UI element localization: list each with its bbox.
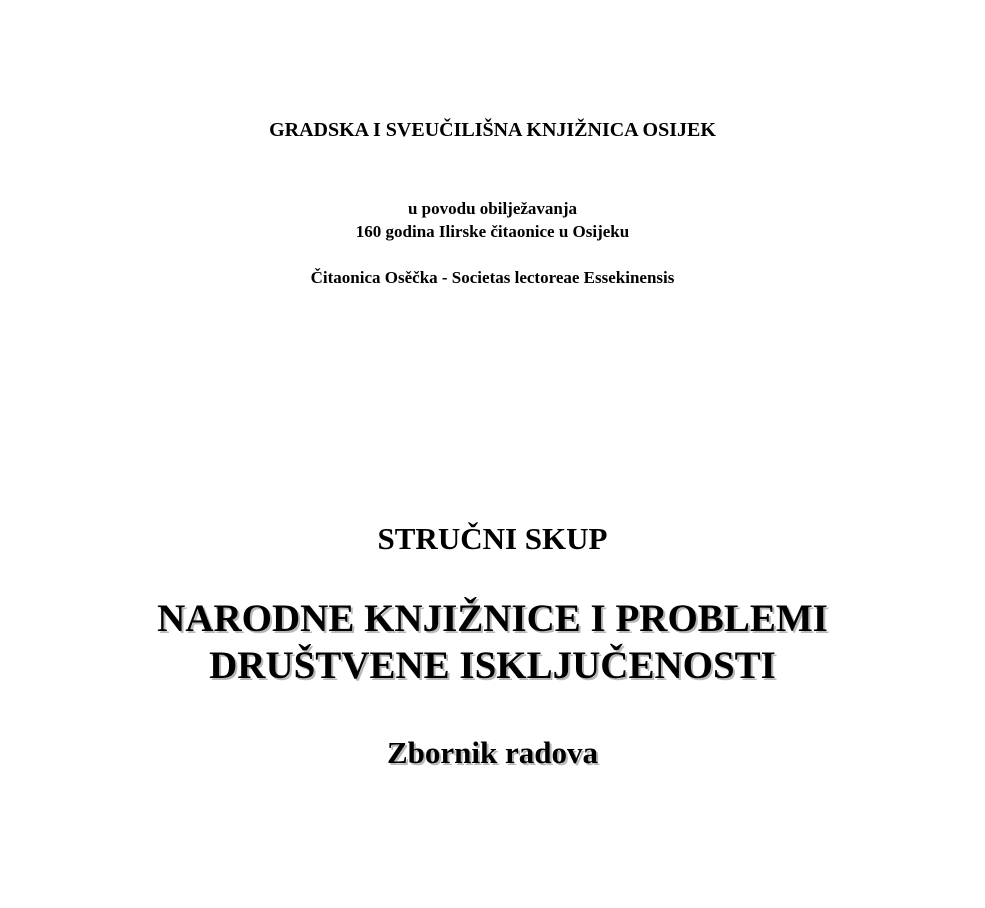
occasion-line-1: u povodu obilježavanja: [407, 199, 578, 218]
title-line-2: DRUŠTVENE ISKLJUČENOSTI: [209, 644, 776, 687]
institution-name: GRADSKA I SVEUČILIŠNA KNJIŽNICA OSIJEK: [269, 119, 716, 141]
subtitle: Zbornik radova: [386, 735, 599, 770]
event-type: STRUČNI SKUP: [377, 521, 608, 556]
occasion-line-2: 160 godina Ilirske čitaonice u Osijeku: [355, 222, 630, 241]
series-name: Čitaonica Osěčka - Societas lectoreae Essekinensis: [310, 268, 675, 287]
title-line-1: NARODNE KNJIŽNICE I PROBLEMI: [157, 597, 828, 640]
